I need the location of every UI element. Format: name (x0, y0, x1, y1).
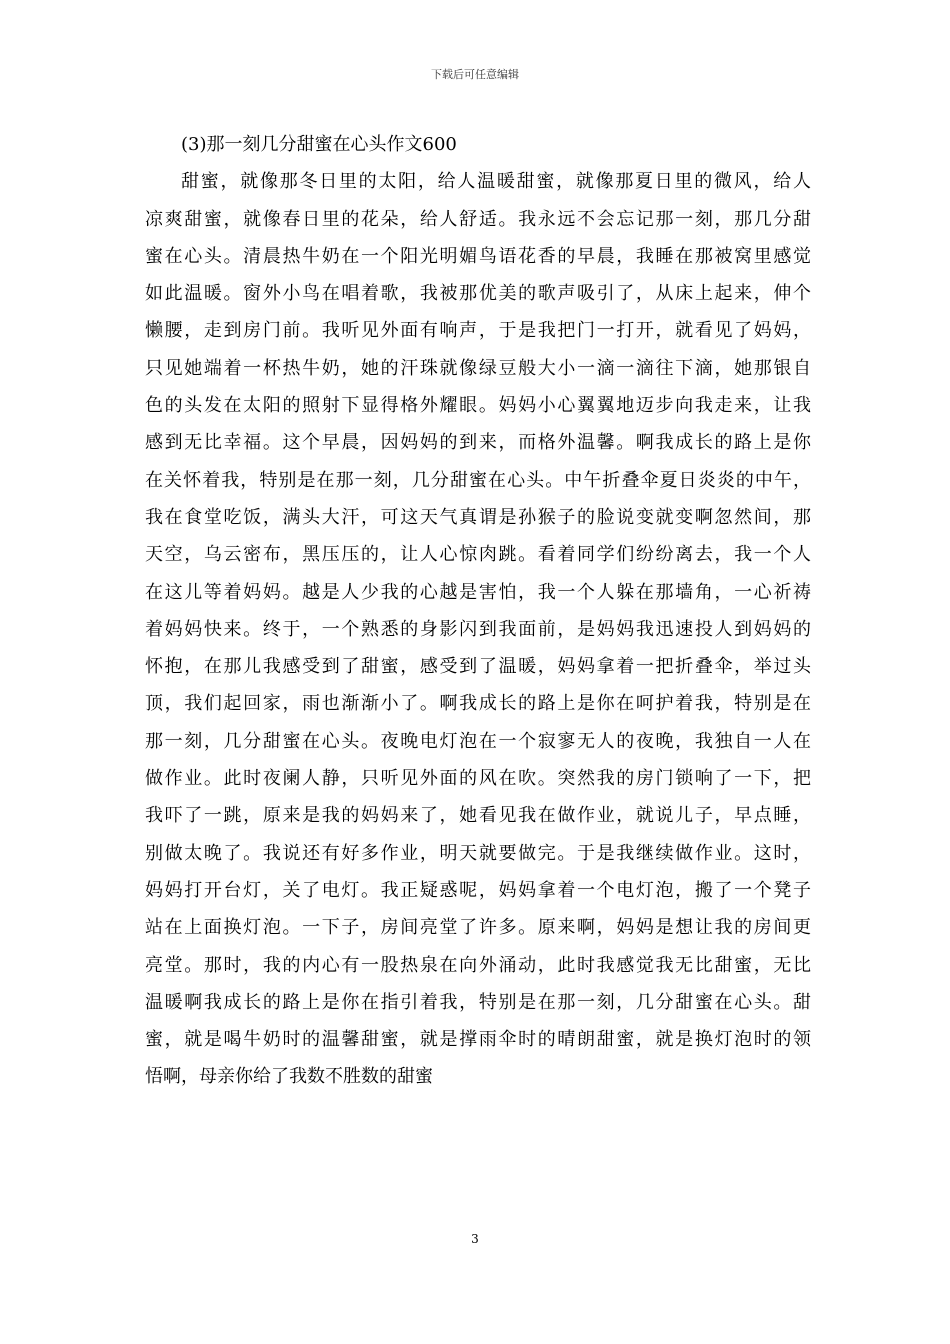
paragraph-line: 怀抱，在那儿我感受到了甜蜜，感受到了温暖，妈妈拿着一把折叠伞，举过头 (145, 656, 811, 678)
paragraph-line: 着妈妈快来。终于，一个熟悉的身影闪到我面前，是妈妈我迅速投人到妈妈的 (145, 618, 811, 640)
paragraph-line: 在关怀着我，特别是在那一刻，几分甜蜜在心头。中午折叠伞夏日炎炎的中午， (145, 469, 811, 491)
page-header: 下载后可任意编辑 (431, 68, 519, 81)
paragraph-line: 蜜在心头。清晨热牛奶在一个阳光明媚鸟语花香的早晨，我睡在那被窝里感觉 (145, 245, 811, 267)
paragraph-line: 别做太晚了。我说还有好多作业，明天就要做完。于是我继续做作业。这时， (145, 842, 811, 864)
article-body (145, 126, 811, 1096)
paragraph-line: 甜蜜，就像那冬日里的太阳，给人温暖甜蜜，就像那夏日里的微风，给人 (181, 171, 811, 193)
paragraph-line: 只见她端着一杯热牛奶，她的汗珠就像绿豆般大小一滴一滴往下滴，她那银自 (145, 357, 811, 379)
page-number: 3 (471, 1232, 479, 1246)
paragraph-line: 温暖啊我成长的路上是你在指引着我，特别是在那一刻，几分甜蜜在心头。甜 (145, 991, 811, 1013)
paragraph-line: 那一刻，几分甜蜜在心头。夜晚电灯泡在一个寂寥无人的夜晚，我独自一人在 (145, 730, 811, 752)
paragraph-line: 在这儿等着妈妈。越是人少我的心越是害怕，我一个人躲在那墙角，一心祈祷 (145, 581, 811, 603)
paragraph-line: 色的头发在太阳的照射下显得格外耀眼。妈妈小心翼翼地迈步向我走来，让我 (145, 395, 811, 417)
paragraph-line: 蜜，就是喝牛奶时的温馨甜蜜，就是撑雨伞时的晴朗甜蜜，就是换灯泡时的领 (145, 1029, 811, 1051)
paragraph-line: 感到无比幸福。这个早晨，因妈妈的到来，而格外温馨。啊我成长的路上是你 (145, 432, 811, 454)
paragraph-line: 如此温暖。窗外小鸟在唱着歌，我被那优美的歌声吸引了，从床上起来，伸个 (145, 283, 811, 305)
paragraph-line: 顶，我们起回家，雨也渐渐小了。啊我成长的路上是你在呵护着我，特别是在 (145, 693, 811, 715)
paragraph-line: 懒腰，走到房门前。我听见外面有响声，于是我把门一打开，就看见了妈妈， (145, 320, 811, 342)
paragraph-line: 天空，乌云密布，黑压压的，让人心惊肉跳。看着同学们纷纷离去，我一个人 (145, 544, 811, 566)
paragraph-line: 凉爽甜蜜，就像春日里的花朵，给人舒适。我永远不会忘记那一刻，那几分甜 (145, 208, 811, 230)
paragraph-line: 我在食堂吃饭，满头大汗，可这天气真谓是孙猴子的脸说变就变啊忽然间，那 (145, 506, 811, 528)
paragraph-line-last: 悟啊，母亲你给了我数不胜数的甜蜜 (145, 1066, 433, 1088)
article-title: (3)那一刻几分甜蜜在心头作文600 (181, 134, 457, 155)
paragraph-line: 我吓了一跳，原来是我的妈妈来了，她看见我在做作业，就说儿子，早点睡， (145, 805, 811, 827)
paragraph-line: 亮堂。那时，我的内心有一股热泉在向外涌动，此时我感觉我无比甜蜜，无比 (145, 954, 811, 976)
paragraph-line: 妈妈打开台灯，关了电灯。我正疑惑呢，妈妈拿着一个电灯泡，搬了一个凳子 (145, 879, 811, 901)
paragraph-line: 站在上面换灯泡。一下子，房间亮堂了许多。原来啊，妈妈是想让我的房间更 (145, 917, 811, 939)
paragraph-line: 做作业。此时夜阑人静，只听见外面的风在吹。突然我的房门锁响了一下，把 (145, 768, 811, 790)
